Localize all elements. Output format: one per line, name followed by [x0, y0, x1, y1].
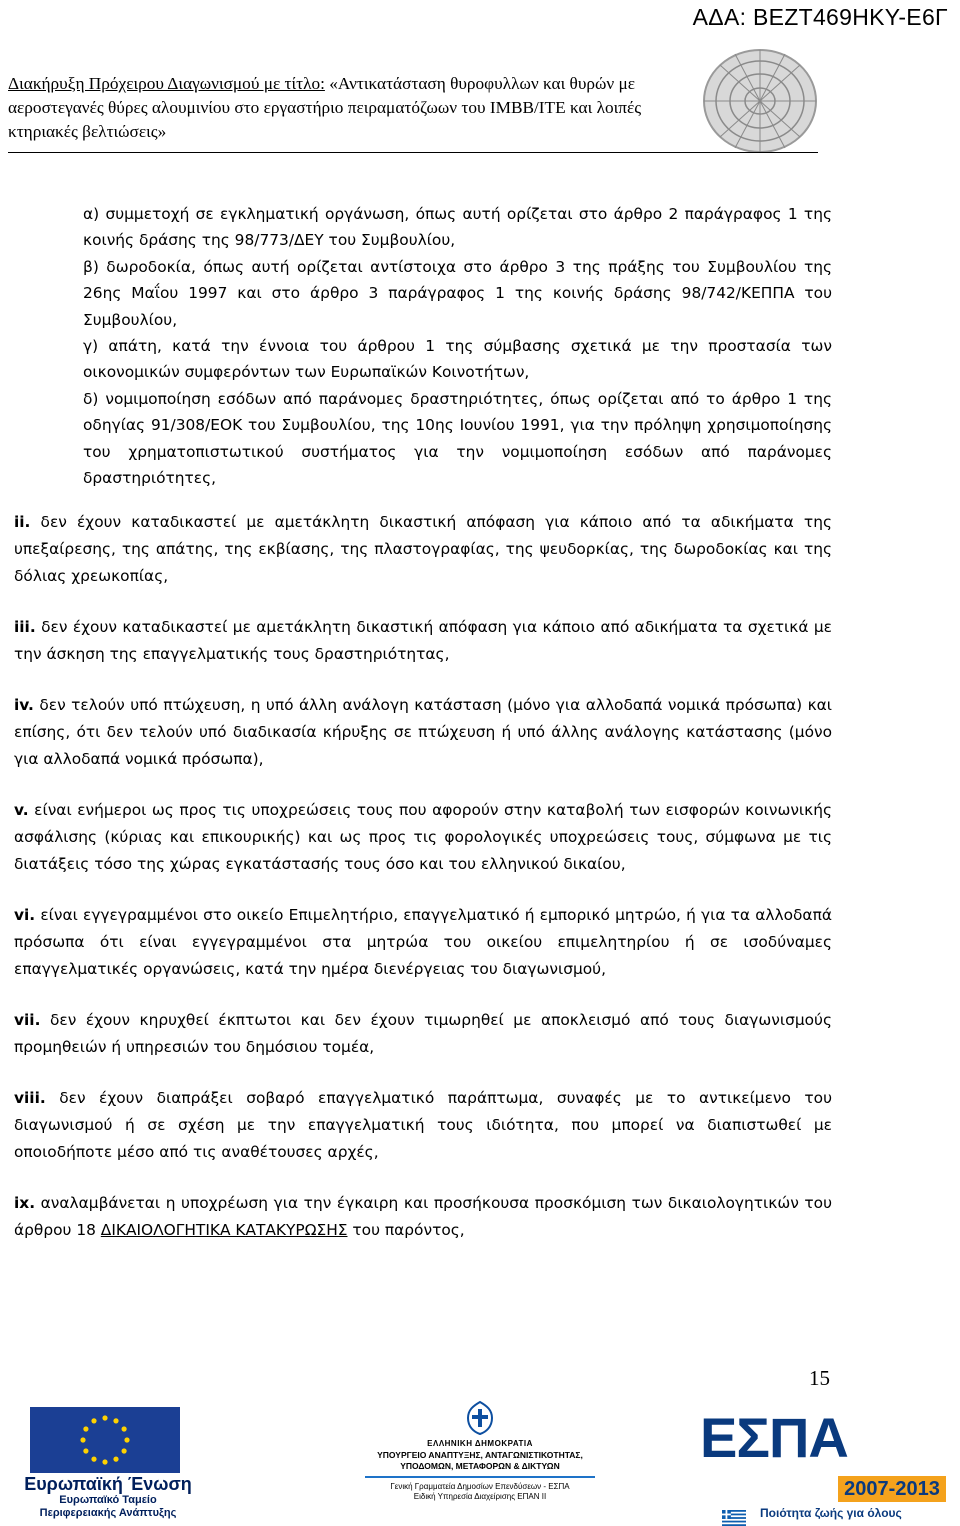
gr-divider	[365, 1476, 595, 1478]
espa-name: ΕΣΠΑ	[700, 1406, 848, 1469]
eu-star-icon	[122, 1448, 127, 1453]
item-number: iv.	[14, 696, 34, 715]
eu-caption	[8, 1474, 208, 1520]
item-vii	[14, 1007, 832, 1061]
item-number: v.	[14, 801, 29, 820]
item-text: δεν έχουν καταδικαστεί με αμετάκλητη δικαστική απόφαση για κάποιο από αδικήματα τα σχετικά με την άσκηση της επαγγελματικής τους δραστηριότητας,	[14, 618, 832, 664]
subitem-d: δ) νομιμοποίηση εσόδων από παράνομες δραστηριότητες, όπως ορίζεται από το άρθρο 1 της οδηγίας 91/308/ΕΟΚ του Συμβουλίου, της 10ης Ιουνίου 1991, για την πρόληψη χρησιμοποίησης του χρηματοπιστωτικού συστήματος για την νομιμοποίηση εσόδων από παράνομες δραστηριότητες,	[83, 389, 832, 488]
espa-logo	[700, 1406, 952, 1520]
item-iv	[14, 692, 832, 773]
item-viii	[14, 1085, 832, 1166]
subitem-c: γ) απάτη, κατά την έννοια του άρθρου 1 της σύμβασης σχετικά με την προστασία των οικονομικών συμφερόντων των Ευρωπαϊκών Κοινοτήτων,	[83, 337, 832, 382]
item-text: δεν τελούν υπό πτώχευση, η υπό άλλη ανάλογη κατάσταση (μόνο για αλλοδαπά νομικά πρόσωπα) και επίσης, ότι δεν τελούν υπό διαδικασία κήρυξης σε πτώχευση ή υπό άλλης ανάλογης κατάστασης (μόνο για αλλοδαπά νομικά πρόσωπα),	[14, 696, 832, 769]
subitem-a: α) συμμετοχή σε εγκληματική οργάνωση, όπως αυτή ορίζεται στο άρθρο 2 παράγραφος 1 της κοινής δράσης της 98/773/ΔΕΥ του Συμβουλίου,	[83, 205, 832, 250]
item-text: δεν έχουν καταδικαστεί με αμετάκλητη δικαστική απόφαση για κάποιο από τα αδικήματα της υπεξαίρεσης, της απάτης, της εκβίασης, της πλαστογραφίας, της ψευδορκίας, της δωροδοκίας και της δόλιας χρεωκοπίας,	[14, 513, 832, 586]
gr-secretariat: Γενική Γραμματεία Δημοσίων Επενδύσεων - ΕΣΠΑ	[390, 1482, 570, 1491]
eu-title: Ευρωπαϊκή Ένωση	[24, 1474, 192, 1494]
eu-star-icon	[83, 1448, 88, 1453]
subitem-b: β) δωροδοκία, όπως αυτή ορίζεται αντίστοιχα στο άρθρο 3 της πράξης του Συμβουλίου της 26ης Μαΐου 1997 και στο άρθρο 3 παράγραφος 1 της κοινής δράσης 98/742/ΚΕΠΠΑ του Συμβουλίου,	[83, 257, 832, 329]
page-number: 15	[809, 1366, 830, 1390]
document-header-title	[8, 72, 658, 144]
item-text: είναι εγγεγραμμένοι στο οικείο Επιμελητήριο, επαγγελματικό ή εμπορικό μητρώο, ή για τα αλλοδαπά πρόσωπα ότι είναι εγγεγραμμένοι στα μητρώα του οικείου επιμελητηρίου ή σε ισοδύναμες επαγγελματικές οργανώσεις, κατά την ημέρα διενέργειας του διαγωνισμού,	[14, 906, 832, 979]
offences-sublist	[14, 201, 832, 491]
eu-star-icon	[102, 1459, 107, 1464]
item-text-underlined: ΔΙΚΑΙΟΛΟΓΗΤΙΚΑ ΚΑΤΑΚΥΡΩΣΗΣ	[100, 1221, 348, 1240]
eu-star-icon	[124, 1437, 129, 1442]
item-number: vi.	[14, 906, 36, 925]
item-text: δεν έχουν διαπράξει σοβαρό επαγγελματικό παράπτωμα, συναφές με το αντικείμενο του διαγωνισμού ή σε σχέση με την επαγγελματική τους ιδιότητα, που μπορεί να διαπιστωθεί με οποιοδήποτε μέσο από τις αναθέτουσες αρχές,	[14, 1089, 832, 1162]
item-ii	[14, 509, 832, 590]
eu-fund-line1: Ευρωπαϊκό Ταμείο	[59, 1494, 157, 1506]
espa-slogan: Ποιότητα ζωής για όλους	[760, 1506, 902, 1520]
item-text: αναλαμβάνεται η υποχρέωση για την έγκαιρη και προσήκουσα προσκόμιση των δικαιολογητικών του άρθρου 18	[14, 1194, 832, 1240]
eu-star-icon	[83, 1426, 88, 1431]
item-text: δεν έχουν κηρυχθεί έκπτωτοι και δεν έχουν τιμωρηθεί με αποκλεισμό από τους διαγωνισμούς προμηθειών ή υπηρεσιών του δημόσιου τομέα,	[14, 1011, 832, 1057]
eu-star-icon	[113, 1457, 118, 1462]
eu-fund-line2: Περιφερειακής Ανάπτυξης	[39, 1507, 177, 1519]
gr-authority: Ειδική Υπηρεσία Διαχείρισης ΕΠΑΝ ΙΙ	[413, 1492, 547, 1501]
item-number: ix.	[14, 1194, 36, 1213]
item-text: είναι ενήμεροι ως προς τις υποχρεώσεις τους που αφορούν στην καταβολή των εισφορών κοινωνικής ασφάλισης (κύριας και επικουρικής) και ως προς τις φορολογικές υποχρεώσεις τους, σύμφωνα με τις διατάξεις τόσο της χώρας εγκατάστασής τους όσο και του ελληνικού δικαίου,	[14, 801, 832, 874]
item-ix	[14, 1190, 832, 1244]
greek-emblem-icon	[464, 1400, 496, 1436]
document-body	[14, 201, 832, 1244]
gr-ministry-line1: ΥΠΟΥΡΓΕΙΟ ΑΝΑΠΤΥΞΗΣ, ΑΝΤΑΓΩΝΙΣΤΙΚΟΤΗΤΑΣ,	[377, 1450, 583, 1460]
eu-star-icon	[91, 1457, 96, 1462]
item-number: viii.	[14, 1089, 46, 1108]
eu-star-icon	[91, 1418, 96, 1423]
item-number: iii.	[14, 618, 36, 637]
eu-star-icon	[80, 1437, 85, 1442]
ada-code: ΑΔΑ: ΒΕΖΤ469ΗΚΥ-Ε6Γ	[692, 4, 948, 30]
greek-ministry-logo	[345, 1400, 615, 1502]
gr-republic: ΕΛΛΗΝΙΚΗ ΔΗΜΟΚΡΑΤΙΑ	[427, 1439, 533, 1448]
item-number: ii.	[14, 513, 31, 532]
item-number: vii.	[14, 1011, 41, 1030]
eu-star-icon	[122, 1426, 127, 1431]
header-title-rest: «Αντικατάσταση θυροφυλλων και θυρών με αεροστεγανές θύρες αλουμινίου στο εργαστήριο πειραματόζωων του ΙΜΒΒ/ΙΤΕ και λοιπές κτηριακές βελτιώσεις»	[8, 74, 642, 141]
espa-years: 2007-2013	[838, 1476, 946, 1502]
item-v	[14, 797, 832, 878]
eu-star-icon	[102, 1415, 107, 1420]
eu-star-icon	[113, 1418, 118, 1423]
phaistos-disc-logo	[700, 48, 820, 154]
header-divider	[8, 152, 818, 153]
header-title-underlined: Διακήρυξη Πρόχειρου Διαγωνισμού με τίτλο:	[8, 74, 325, 93]
item-text: του παρόντος,	[347, 1221, 465, 1240]
item-vi	[14, 902, 832, 983]
item-iii	[14, 614, 832, 668]
gr-ministry-line2: ΥΠΟΔΟΜΩΝ, ΜΕΤΑΦΟΡΩΝ & ΔΙΚΤΥΩΝ	[400, 1461, 560, 1471]
